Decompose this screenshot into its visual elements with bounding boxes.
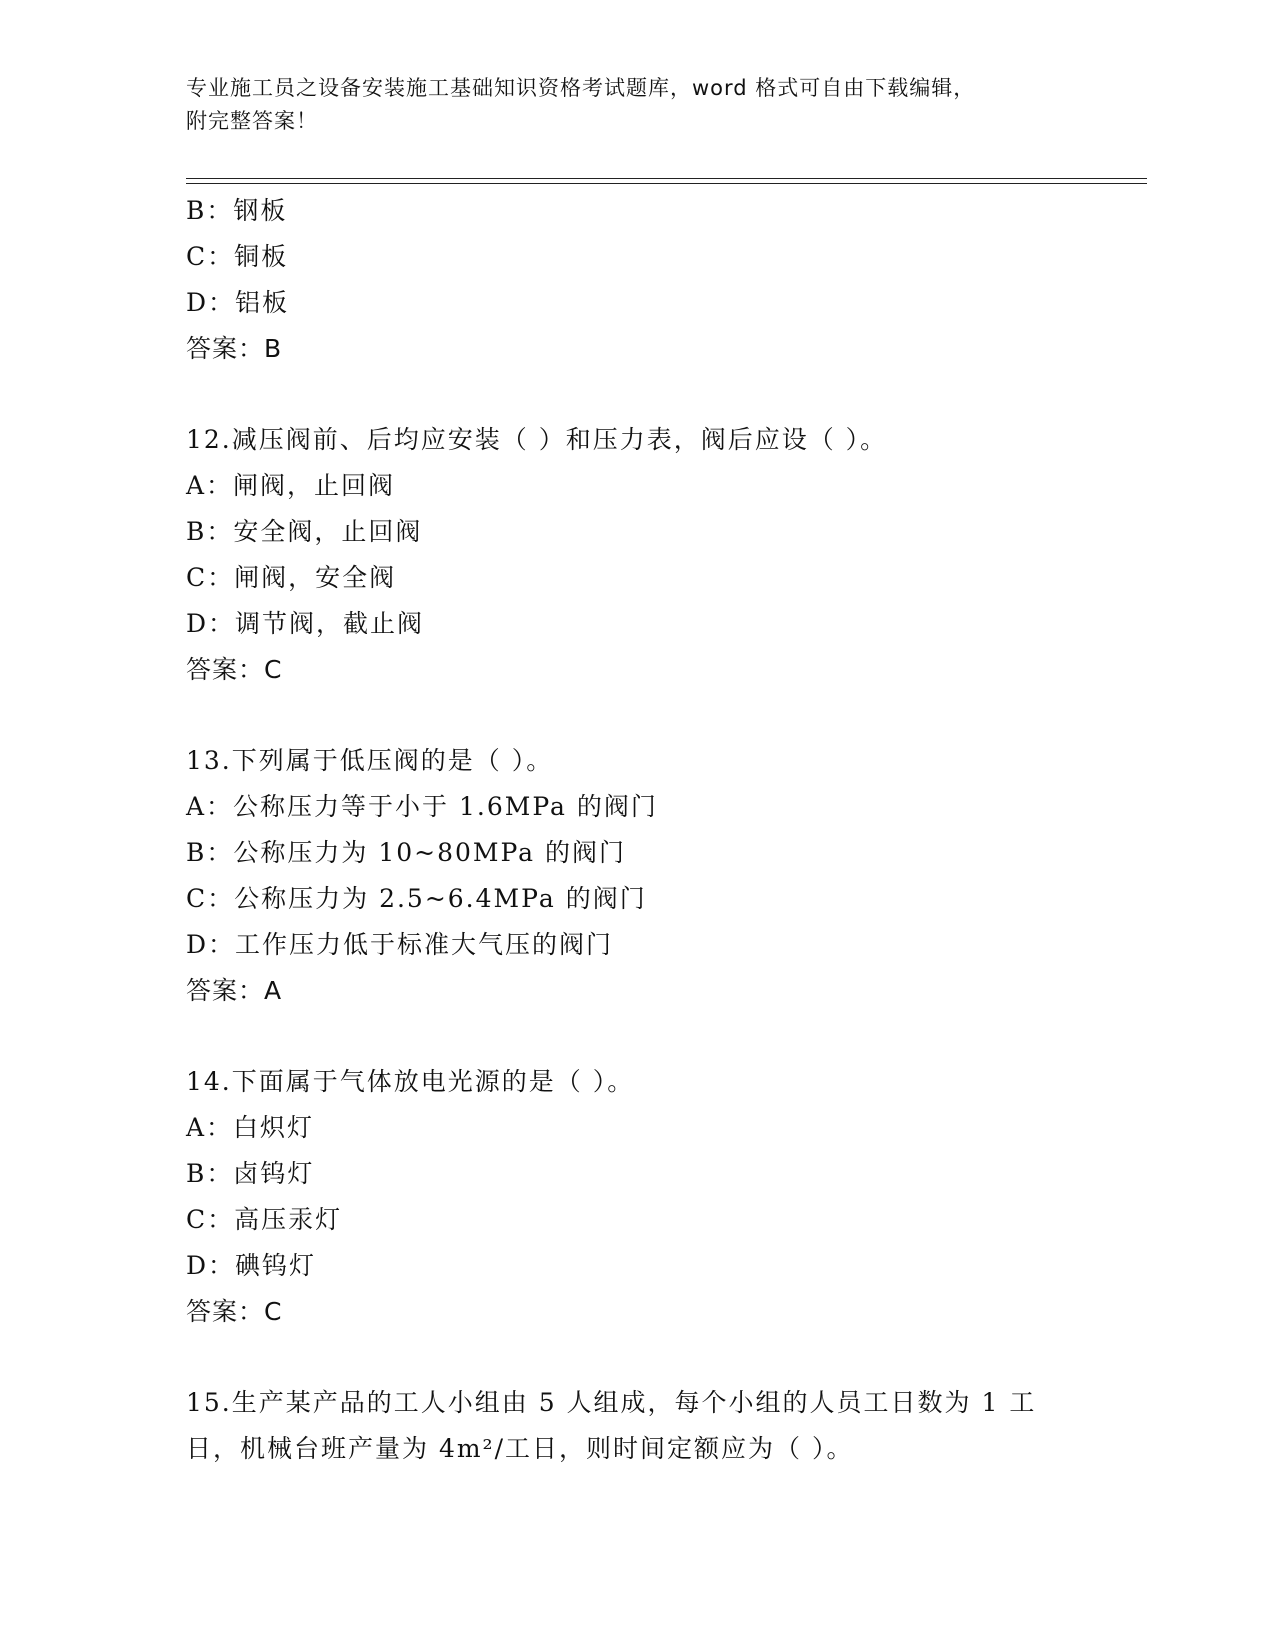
question-14 (186, 1059, 1106, 1335)
answer: 答案：A (186, 976, 283, 1005)
question-stem: 14.下面属于气体放电光源的是（ ）。 (186, 1067, 635, 1096)
option-d: D：工作压力低于标准大气压的阀门 (186, 930, 614, 959)
option-c: C：公称压力为 2.5~6.4MPa 的阀门 (186, 884, 647, 913)
option-b: B：卤钨灯 (186, 1159, 315, 1188)
question-stem-line-2: 日，机械台班产量为 4m²/工日，则时间定额应为（ ）。 (186, 1434, 854, 1463)
question-13 (186, 738, 1106, 1014)
question-stem: 12.减压阀前、后均应安装（ ）和压力表，阀后应设（ ）。 (186, 425, 888, 454)
header-divider-top (186, 178, 1147, 179)
spacer (186, 693, 1106, 738)
option-c: C：铜板 (186, 242, 289, 271)
option-b: B：公称压力为 10~80MPa 的阀门 (186, 838, 627, 867)
question-content (186, 188, 1106, 1472)
option-c: C：闸阀，安全阀 (186, 563, 397, 592)
option-b: B：钢板 (186, 196, 288, 225)
answer: 答案：C (186, 1297, 283, 1326)
option-a: A：公称压力等于小于 1.6MPa 的阀门 (186, 792, 658, 821)
question-15 (186, 1380, 1106, 1472)
spacer (186, 1335, 1106, 1380)
option-c: C：高压汞灯 (186, 1205, 343, 1234)
spacer (186, 372, 1106, 417)
option-d: D：碘钨灯 (186, 1251, 317, 1280)
option-b: B：安全阀，止回阀 (186, 517, 423, 546)
question-stem-line-1: 15.生产某产品的工人小组由 5 人组成，每个小组的人员工日数为 1 工 (186, 1388, 1037, 1417)
option-d: D：调节阀，截止阀 (186, 609, 425, 638)
question-11-continued (186, 188, 1106, 372)
answer: 答案：B (186, 334, 283, 363)
question-12 (186, 417, 1106, 693)
option-a: A：闸阀，止回阀 (186, 471, 396, 500)
header-line-2: 附完整答案！ (186, 109, 318, 133)
option-d: D：铝板 (186, 288, 290, 317)
document-header (186, 72, 1066, 138)
header-divider-bottom (186, 183, 1147, 184)
question-stem: 13.下列属于低压阀的是（ ）。 (186, 746, 554, 775)
option-a: A：白炽灯 (186, 1113, 315, 1142)
spacer (186, 1014, 1106, 1059)
header-line-1: 专业施工员之设备安装施工基础知识资格考试题库，word 格式可自由下载编辑， (186, 76, 976, 100)
answer: 答案：C (186, 655, 283, 684)
